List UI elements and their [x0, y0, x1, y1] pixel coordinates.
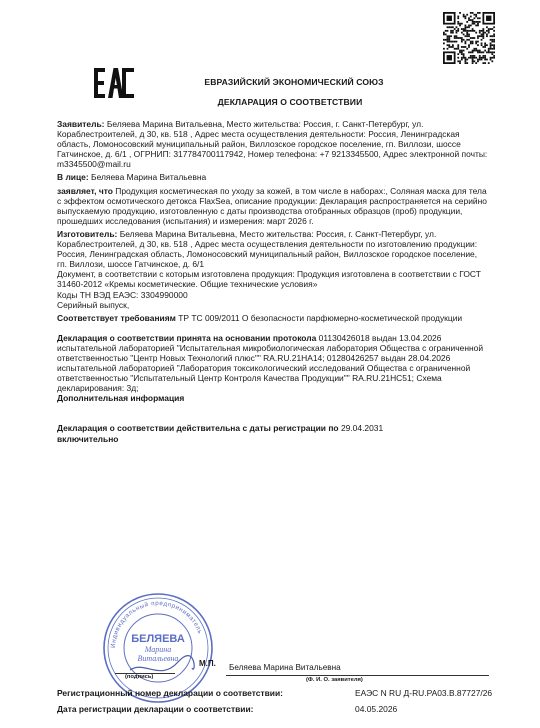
requirements-paragraph	[57, 313, 489, 323]
stamp-ring-text: Индивидуальный предприниматель	[109, 599, 204, 649]
validity-date: 29.04.2031	[340, 423, 384, 434]
stamp-patronymic: Витальевна	[137, 654, 179, 663]
qr-code-icon	[443, 12, 495, 64]
manufacturer-text: Беляева Марина Витальевна, Место жительства: Россия, г. Санкт-Петербург, ул. Кораблестроителей, д 30, кв. 518 , Адрес места осуществления деятельности по изготовлению продукции: Россия, Ленинградская область, Ломоносовский муниципальный район, Виллозское городское поселение, гп. Виллози, шоссе Гатчинское, д. 6/1	[57, 228, 478, 270]
person-text: Беляева Марина Витальевна	[91, 172, 207, 183]
requirements-text: ТР ТС 009/2011 О безопасности парфюмерно-косметической продукции	[178, 312, 463, 323]
document-line: Документ, в соответствии с которым изготовлена продукция: Продукция изготовлена в соответствии с ГОСТ 31460-2012 «Кремы косметические. Общие технические условия»	[57, 269, 481, 290]
serial-line: Серийный выпуск,	[57, 299, 130, 310]
person-label: В лице:	[57, 172, 89, 183]
name-caption: (Ф. И. О. заявителя)	[306, 677, 363, 683]
validity-label: Декларация о соответствии действительна с даты регистрации по	[57, 423, 339, 434]
applicant-paragraph	[57, 119, 489, 169]
registration-number-label: Регистрационный номер декларации о соответствии:	[57, 688, 283, 698]
manufacturer-label: Изготовитель:	[57, 228, 118, 239]
stamp-firstname: Марина	[144, 645, 172, 654]
declares-label: заявляет, что	[57, 185, 113, 196]
declaration-body	[57, 119, 489, 444]
declares-paragraph	[57, 186, 489, 226]
tn-ved-line: Коды ТН ВЭД ЕАЭС: 3304990000	[57, 289, 188, 300]
basis-text: 01130426018 выдан 13.04.2026 испытательной лабораторией "Испытательная микробиологическая лаборатория Общества с ограниченной ответственностью "Центр Новых Технологий плюс"" RA.RU.21НА14; 01280426257 выдан 28.04.2026 испытательной лабораторией "Лаборатория токсикологический исследований Общества с ограниченной ответственностью "Испытательный Центр Контроля Качества Продукции"" RA.RU.21НС51; Схема декларирования: 3д;	[57, 332, 484, 394]
validity-paragraph	[57, 423, 489, 443]
document-title: ДЕКЛАРАЦИЯ О СООТВЕТСТВИИ	[217, 97, 363, 107]
name-underline	[226, 675, 489, 676]
applicant-full-name: Беляева Марина Витальевна	[229, 663, 341, 672]
validity-suffix: включительно	[57, 433, 119, 444]
registration-date-value: 04.05.2026	[355, 704, 398, 714]
declares-text: Продукция косметическая по уходу за кожей, в том числе в наборах:, Соляная маска для тела с эффектом осмотического детокса FlaxSea, описание продукции: Декларация распространяется на серийно выпускаемую продукцию, изготовленную с даты производства отобранных образцов (проб) продукции, прошедших исследования (испытания) и измерения: март 2026 г.	[57, 185, 487, 226]
applicant-label: Заявитель:	[57, 119, 105, 129]
person-paragraph	[57, 172, 489, 182]
basis-paragraph	[57, 333, 489, 394]
basis-label: Декларация о соответствии принята на основании протокола	[57, 332, 317, 343]
signature-caption: (подпись)	[125, 674, 154, 680]
manufacturer-paragraph	[57, 229, 489, 269]
applicant-text: Беляева Марина Витальевна, Место жительства: Россия, г. Санкт-Петербург, ул. Кораблестроителей, д 30, кв. 518 , Адрес места осуществления деятельности: Россия, Ленинградская область, Ломоносовский муниципальный район, Виллозское городское поселение, гп. Виллози, шоссе Гатчинское, д. 6/1 , ОГРНИП: 317784700117942, Номер телефона: +7 9213345500, Адрес электронной почты: m3345500@mail.ru	[57, 119, 488, 170]
registration-date-label: Дата регистрации декларации о соответствии:	[57, 704, 254, 714]
additional-info-label: Дополнительная информация	[57, 393, 185, 404]
union-title: ЕВРАЗИЙСКИЙ ЭКОНОМИЧЕСКИЙ СОЮЗ	[204, 77, 384, 87]
requirements-label: Соответствует требованиям	[57, 312, 176, 323]
registration-number-value: ЕАЭС N RU Д-RU.PA03.B.87727/26	[355, 688, 493, 698]
mp-label: М.П.	[199, 659, 216, 668]
stamp-name: БЕЛЯЕВА	[131, 633, 185, 645]
